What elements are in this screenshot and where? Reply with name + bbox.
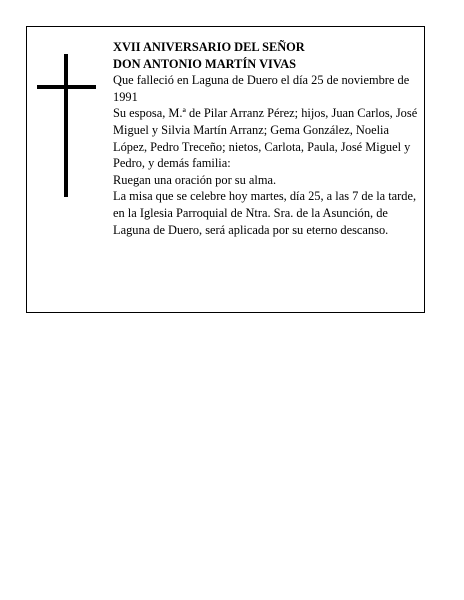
cross-horizontal-bar xyxy=(37,85,96,89)
obituary-notice xyxy=(26,26,425,313)
cross-vertical-bar xyxy=(64,54,68,197)
mass-details: La misa que se celebre hoy martes, día 25, a las 7 de la tarde, en la Iglesia Parroquial de Ntra. Sra. de la Asunción, de Laguna de Duero, será aplicada por su eterno descanso. xyxy=(113,189,417,237)
notice-text xyxy=(113,39,419,238)
notice-title-line-1: XVII ANIVERSARIO DEL SEÑOR xyxy=(113,40,305,54)
cross-icon xyxy=(37,54,96,197)
prayer-request: Ruegan una oración por su alma. xyxy=(113,172,277,187)
notice-title-line-2: DON ANTONIO MARTÍN VIVAS xyxy=(113,56,297,71)
death-notice: Que falleció en Laguna de Duero el día 25 de noviembre de 1991 xyxy=(113,73,410,104)
family-list: Su esposa, M.ª de Pilar Arranz Pérez; hijos, Juan Carlos, José Miguel y Silvia Martín Arranz; Gema González, Noelia López, Pedro Treceño; nietos, Carlota, Paula, José Miguel y Pedro, y demás familia: xyxy=(113,106,418,171)
